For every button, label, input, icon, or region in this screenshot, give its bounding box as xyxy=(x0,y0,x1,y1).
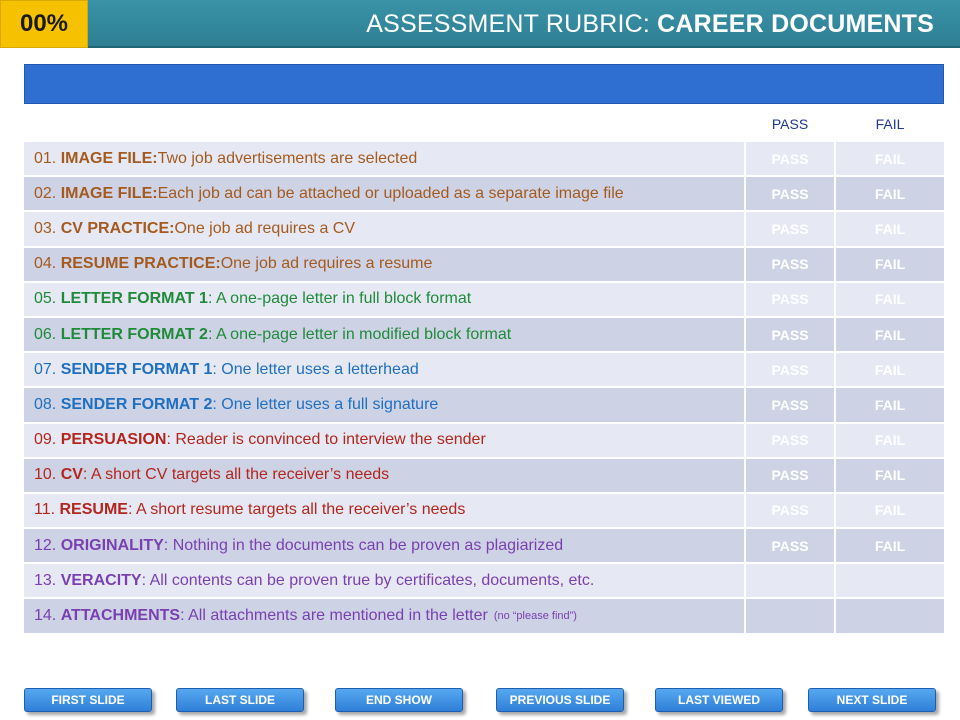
table-row xyxy=(24,424,944,459)
pass-cell[interactable]: PASS xyxy=(746,318,834,351)
table-row xyxy=(24,353,944,388)
table-row xyxy=(24,248,944,283)
criterion: 02 . IMAGE FILE: Each job ad can be attached or uploaded as a separate image file xyxy=(24,177,744,210)
pass-cell[interactable]: PASS xyxy=(746,459,834,492)
table-row xyxy=(24,388,944,423)
fail-cell[interactable] xyxy=(836,599,944,632)
pass-cell[interactable]: PASS xyxy=(746,424,834,457)
fail-cell[interactable]: FAIL xyxy=(836,318,944,351)
criterion: 07 . SENDER FORMAT 1 : One letter uses a letterhead xyxy=(24,353,744,386)
fail-cell[interactable]: FAIL xyxy=(836,459,944,492)
last-slide-button[interactable]: LAST SLIDE xyxy=(176,688,304,712)
table-row xyxy=(24,459,944,494)
fail-cell[interactable]: FAIL xyxy=(836,248,944,281)
table-row xyxy=(24,529,944,564)
progress-badge: 00% xyxy=(0,0,88,48)
fail-cell[interactable]: FAIL xyxy=(836,424,944,457)
fail-cell[interactable]: FAIL xyxy=(836,353,944,386)
criterion: 14 . ATTACHMENTS : All attachments are mentioned in the letter (no “please find”) xyxy=(24,599,744,632)
criterion-note: (no “please find”) xyxy=(493,610,577,623)
navigation-bar xyxy=(0,688,960,716)
criterion: 01 . IMAGE FILE: Two job advertisements are selected xyxy=(24,142,744,175)
pass-cell[interactable]: PASS xyxy=(746,248,834,281)
criterion: 09 . PERSUASION : Reader is convinced to interview the sender xyxy=(24,424,744,457)
pass-cell[interactable]: PASS xyxy=(746,353,834,386)
column-header-fail: FAIL xyxy=(875,116,905,132)
criterion: 06 . LETTER FORMAT 2 : A one-page letter in modified block format xyxy=(24,318,744,351)
column-header-row xyxy=(24,106,944,142)
pass-cell[interactable]: PASS xyxy=(746,283,834,316)
fail-cell[interactable]: FAIL xyxy=(836,212,944,245)
title-bar xyxy=(0,0,960,48)
previous-slide-button[interactable]: PREVIOUS SLIDE xyxy=(496,688,624,712)
table-row xyxy=(24,318,944,353)
criterion: 13 . VERACITY : All contents can be proven true by certificates, documents, etc. xyxy=(24,564,744,597)
table-row xyxy=(24,142,944,177)
table-row xyxy=(24,564,944,599)
last-viewed-button[interactable]: LAST VIEWED xyxy=(655,688,783,712)
pass-cell[interactable]: PASS xyxy=(746,177,834,210)
fail-cell[interactable]: FAIL xyxy=(836,142,944,175)
pass-cell[interactable]: PASS xyxy=(746,388,834,421)
fail-cell[interactable]: FAIL xyxy=(836,494,944,527)
rubric-table xyxy=(24,142,944,635)
table-row xyxy=(24,494,944,529)
table-row xyxy=(24,212,944,247)
criterion: 12 . ORIGINALITY : Nothing in the documents can be proven as plagiarized xyxy=(24,529,744,562)
table-row xyxy=(24,599,944,634)
table-header-bar xyxy=(24,64,944,104)
next-slide-button[interactable]: NEXT SLIDE xyxy=(808,688,936,712)
first-slide-button[interactable]: FIRST SLIDE xyxy=(24,688,152,712)
column-header-pass: PASS xyxy=(771,116,809,132)
criterion: 05 . LETTER FORMAT 1 : A one-page letter in full block format xyxy=(24,283,744,316)
criterion: 11 . RESUME : A short resume targets all the receiver’s needs xyxy=(24,494,744,527)
page-title: ASSESSMENT RUBRIC: CAREER DOCUMENTS xyxy=(366,10,934,38)
fail-cell[interactable]: FAIL xyxy=(836,529,944,562)
table-row xyxy=(24,177,944,212)
criterion: 03 . CV PRACTICE: One job ad requires a CV xyxy=(24,212,744,245)
fail-cell[interactable]: FAIL xyxy=(836,283,944,316)
fail-cell[interactable]: FAIL xyxy=(836,177,944,210)
fail-cell[interactable] xyxy=(836,564,944,597)
pass-cell[interactable] xyxy=(746,599,834,632)
criterion: 10 . CV : A short CV targets all the receiver’s needs xyxy=(24,459,744,492)
criterion: 08 . SENDER FORMAT 2 : One letter uses a full signature xyxy=(24,388,744,421)
pass-cell[interactable]: PASS xyxy=(746,142,834,175)
pass-cell[interactable] xyxy=(746,564,834,597)
pass-cell[interactable]: PASS xyxy=(746,212,834,245)
pass-cell[interactable]: PASS xyxy=(746,529,834,562)
criterion: 04 . RESUME PRACTICE: One job ad requires a resume xyxy=(24,248,744,281)
end-show-button[interactable]: END SHOW xyxy=(335,688,463,712)
table-row xyxy=(24,283,944,318)
pass-cell[interactable]: PASS xyxy=(746,494,834,527)
fail-cell[interactable]: FAIL xyxy=(836,388,944,421)
